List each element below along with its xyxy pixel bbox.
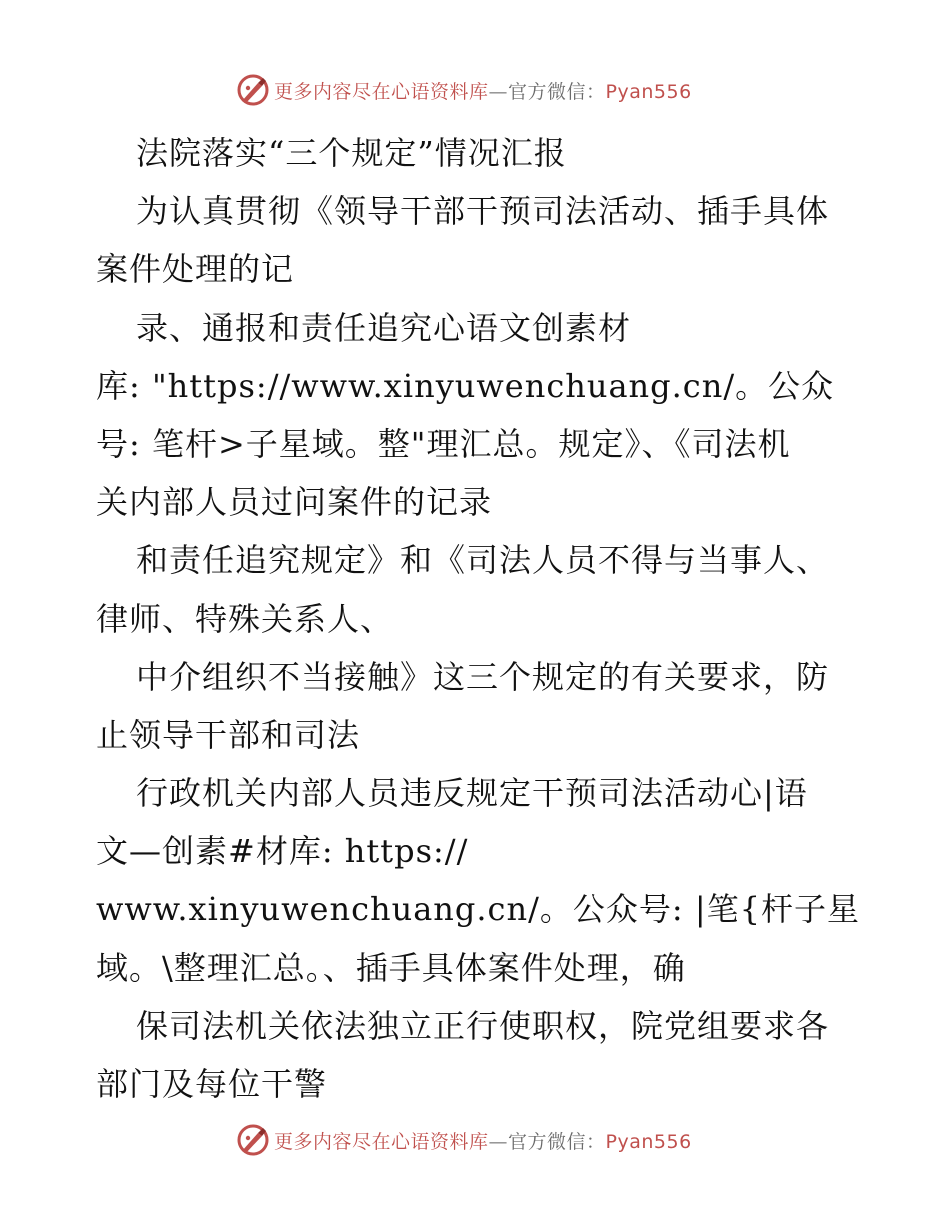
pen-logo-icon (236, 73, 270, 107)
text-line: 为认真贯彻《领导干部干预司法活动、插手具体 (136, 192, 830, 231)
text-line: 律师、特殊关系人、 (96, 599, 394, 638)
watermark-text: 更多内容尽在心语资料库—官方微信：Pyan556 (274, 1130, 692, 1153)
text-line: 域。\整理汇总。、插手具体案件处理，确 (96, 948, 686, 987)
text-line: 止领导干部和司法 (96, 715, 361, 754)
text-line: www.xinyuwenchuang.cn/。公众号: |笔{杆子星 (96, 890, 860, 929)
text-line: 中介组织不当接触》这三个规定的有关要求，防 (136, 657, 830, 696)
text-line: 行政机关内部人员违反规定干预司法活动心|语 (136, 774, 808, 813)
watermark-text: 更多内容尽在心语资料库—官方微信：Pyan556 (274, 80, 692, 103)
text-line: 录、通报和责任追究心语文创素材 (136, 308, 632, 347)
text-line: 关内部人员过问案件的记录 (96, 483, 493, 522)
pen-logo-icon (236, 1123, 270, 1157)
text-line: 文—创素#材库: https:// (96, 832, 469, 871)
text-line: 部门及每位干警 (96, 1065, 328, 1103)
document-title: 法院落实“三个规定”情况汇报 (136, 134, 567, 172)
text-line: 号: 笔杆>子星域。整"理汇总。规定》、《司法机 (96, 424, 791, 463)
text-line: 库: "https://www.xinyuwenchuang.cn/。公众 (96, 366, 835, 405)
text-line: 和责任追究规定》和《司法人员不得与当事人、 (136, 541, 830, 580)
footer-watermark (236, 1122, 692, 1158)
text-line: 案件处理的记 (96, 250, 295, 289)
text-line: 保司法机关依法独立正行使职权，院党组要求各 (136, 1006, 830, 1045)
header-watermark (236, 72, 692, 108)
document-body (96, 124, 860, 1113)
